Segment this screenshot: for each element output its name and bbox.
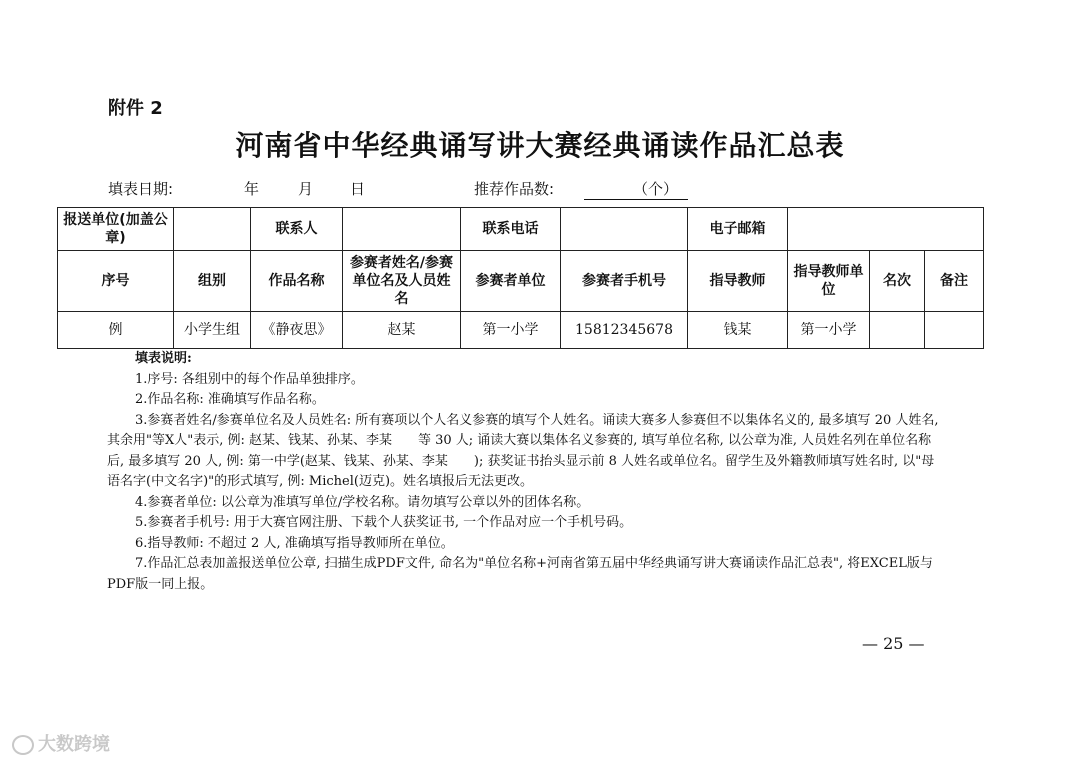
table-row — [58, 312, 984, 349]
header-cell: 备注 — [925, 251, 984, 312]
instruction-item: 4.参赛者单位: 以公章为准填写单位/学校名称。请勿填写公章以外的团体名称。 — [135, 494, 590, 510]
header-cell: 组别 — [174, 251, 251, 312]
table-cell: 小学生组 — [174, 312, 251, 349]
header-cell: 指导教师 — [688, 251, 788, 312]
header-cell: 序号 — [58, 251, 174, 312]
header-cell: 参赛者姓名/参赛单位名及人员姓名 — [343, 251, 461, 312]
instruction-item: 7.作品汇总表加盖报送单位公章, 扫描生成PDF文件, 命名为"单位名称+河南省第五届中华经典诵写讲大赛诵读作品汇总表", 将EXCEL版与PDF版一同上报。 — [107, 556, 933, 592]
table-cell: 赵某 — [343, 312, 461, 349]
page-title: 河南省中华经典诵写讲大赛经典诵读作品汇总表 — [235, 129, 845, 162]
instructions-heading: 填表说明: — [135, 351, 192, 366]
unit-value-cell — [174, 208, 251, 251]
page-number: — 25 — — [862, 634, 925, 653]
contact-label-cell: 联系人 — [251, 208, 343, 251]
summary-table — [57, 207, 984, 349]
phone-label-cell: 联系电话 — [461, 208, 561, 251]
instruction-item: 3.参赛者姓名/参赛单位名及人员姓名: 所有赛项以个人名义参赛的填写个人姓名。诵读大赛多人参赛但不以集体名义的, 最多填写 20 人姓名, 其余用"等X人"表示, 例: 赵某、钱某、孙某、李某 等 30 人; 诵读大赛以集体名义参赛的, 填写单位名称, 以公章为准, 人员姓名列在单位名称后, 最多填写 20 人, 例: 第一中学(赵某、钱某、孙某、李某 ); 获奖证书抬头显示前 8 人姓名或单位名。留学生及外籍教师填写姓名时, 以"母语名字(中文名字)"的形式填写, 例: Michel(迈克)。姓名填报后无法更改。 — [107, 412, 939, 489]
fill-date-label: 填表日期: — [108, 180, 174, 198]
header-cell: 作品名称 — [251, 251, 343, 312]
header-cell: 指导教师单位 — [788, 251, 870, 312]
contact-value-cell — [343, 208, 461, 251]
table-cell — [870, 312, 925, 349]
table-cell: 钱某 — [688, 312, 788, 349]
phone-value-cell — [561, 208, 688, 251]
watermark-text: 大数跨境 — [38, 734, 110, 755]
unit-label-cell: 报送单位(加盖公章) — [58, 208, 174, 251]
fill-day-label: 日 — [350, 180, 366, 198]
table-cell: 《静夜思》 — [251, 312, 343, 349]
email-label-cell: 电子邮箱 — [688, 208, 788, 251]
header-cell: 参赛者手机号 — [561, 251, 688, 312]
table-info-row — [58, 208, 984, 251]
instruction-item: 2.作品名称: 准确填写作品名称。 — [135, 392, 325, 407]
fill-month-label: 月 — [298, 180, 314, 198]
fill-year-label: 年 — [244, 180, 260, 198]
instruction-item: 1.序号: 各组别中的每个作品单独排序。 — [135, 371, 364, 387]
instructions — [107, 349, 947, 595]
table-cell: 例 — [58, 312, 174, 349]
table-cell: 15812345678 — [561, 312, 688, 349]
instruction-item: 6.指导教师: 不超过 2 人, 准确填写指导教师所在单位。 — [135, 535, 454, 551]
header-cell: 名次 — [870, 251, 925, 312]
email-value-cell — [788, 208, 984, 251]
instruction-item: 5.参赛者手机号: 用于大赛官网注册、下载个人获奖证书, 一个作品对应一个手机号码。 — [135, 515, 633, 530]
recommend-count-blank: （个） — [584, 178, 688, 200]
table-cell: 第一小学 — [461, 312, 561, 349]
attachment-label: 附件 2 — [108, 98, 163, 119]
table-header-row — [58, 251, 984, 312]
table-cell: 第一小学 — [788, 312, 870, 349]
watermark — [12, 730, 110, 756]
speech-bubble-icon — [12, 735, 34, 755]
header-cell: 参赛者单位 — [461, 251, 561, 312]
recommend-count-label: 推荐作品数: — [474, 180, 555, 198]
table-cell — [925, 312, 984, 349]
